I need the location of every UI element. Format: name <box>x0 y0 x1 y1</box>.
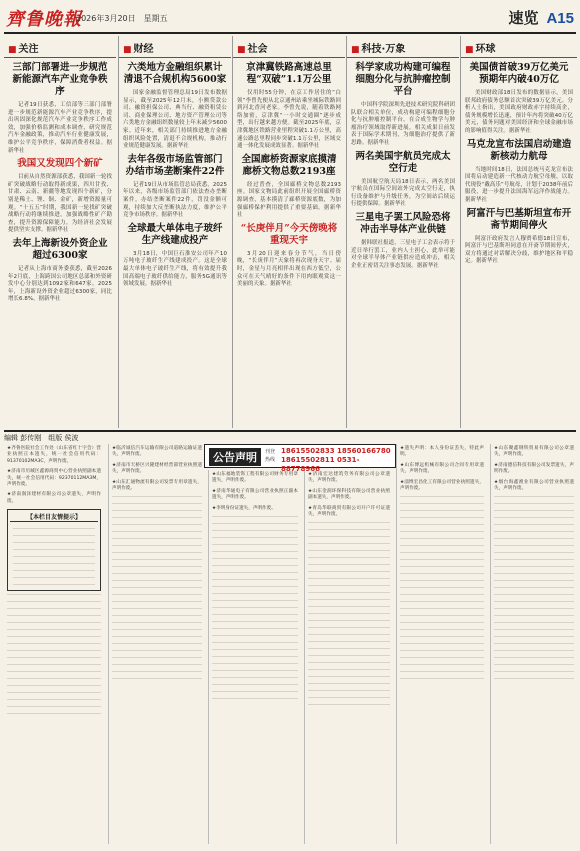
article-headline: 科学家成功构建可编程细胞分化与抗肿瘤控制平台 <box>355 62 451 97</box>
article-body: 据韩联社报道，三星电子工会表示将于近日举行罢工，业内人士担心，此举可能对全球半导体产业链供应造成冲击，相关企业正密切关注事态发展。据新华社 <box>351 239 455 269</box>
column-heading-text: 环球 <box>475 44 496 55</box>
section-divider <box>4 430 576 432</box>
article <box>465 62 573 136</box>
classified-notice: ★李明身份证遗失，声明作废。 <box>212 505 276 511</box>
article-body: 3月20日迎来春分节气，当日傍晚，“长庚伴月”天象将再次现身天宇。届时，金星与月亮相伴出现在西方低空，公众可在天气晴好的条件下用肉眼观赏这一美丽的天象。据新华社 <box>237 250 341 288</box>
article-headline: 阿富汗与巴基斯坦宣布开斋节期间停火 <box>466 207 572 231</box>
classified-notice: ★山东福地装饰工程有限公司财务专用章遗失，声明作废。 <box>212 472 298 484</box>
article <box>237 154 341 220</box>
column-heading <box>4 36 116 58</box>
masthead <box>4 2 576 34</box>
classified-notice: ★淄博宏昌化工有限公司营业执照遗失，声明作废。 <box>400 479 484 492</box>
article-body: 当地时间18日，法国总统马克龙宣布法国将启动建造新一代核动力航空母舰，以取代现役“戴高乐”号航母，计划于2038年前后服役，进一步提升法国海军远洋作战能力。据新华社 <box>465 166 573 203</box>
news-column-2 <box>118 36 231 428</box>
news-column-5 <box>460 36 577 428</box>
article-headline: 三星电子罢工风险恐将冲击半导体产业供链 <box>355 211 451 235</box>
classified-notice: ★齐鲁医院社会工作处（山东省红十字会）营业执照正本遗失，统一社会信用代码：91370102MA3C，声明作废。 <box>7 446 101 464</box>
square-bullet-icon: ■ <box>8 45 17 55</box>
article-body: 记者从上海市商务委获悉，截至2026年2月底，上海跨国公司地区总部和外资研发中心分别达到1092家和647家。2025年，上海新设外资企业超过6300家，同比增长6.8%。据新华社 <box>8 265 112 303</box>
ad-column-6 <box>490 444 577 844</box>
square-bullet-icon: ■ <box>465 45 474 55</box>
ad-text-block <box>112 619 202 679</box>
ad-text-block <box>308 645 390 705</box>
ad-text-block <box>7 594 101 714</box>
phone-line-1: 18615502833 18560166780 <box>281 447 391 455</box>
article <box>8 238 112 304</box>
article <box>465 208 573 266</box>
classified-notice: ★遗失声明：本人身份证丢失，特此声明。 <box>400 446 484 458</box>
classified-notice: ★烟台海鑫渔业有限公司营业执照遗失，声明作废。 <box>494 479 574 492</box>
classified-notice: ★济南华通电子有限公司营业执照正副本遗失，声明作废。 <box>212 488 298 501</box>
ad-column-2 <box>108 444 205 844</box>
article <box>123 154 227 220</box>
section-title <box>508 7 574 28</box>
notice-label: 刊登热线 <box>265 449 276 463</box>
ad-text-block <box>212 516 298 636</box>
article-body: 经过普查，全国廊桥文物总数2193座。国家文物局此前组织开展全国廊桥资源调查，基本摸清了廊桥资源底数，为加强廊桥保护利用提供了重要基础。据新华社 <box>237 181 341 219</box>
column-heading-text: 关注 <box>18 44 39 55</box>
classified-notice: ★山东金润环保科技有限公司营业执照副本遗失，声明作废。 <box>308 488 390 501</box>
article-body: 中国科学院深圳先进技术研究院科研团队联合相关单位，成功构建可编程细胞分化与抗肿瘤控制平台，在合成生物学与肿瘤治疗领域取得新进展，相关成果日前发表于国际学术期刊，为细胞治疗提供了新思路。据新华社 <box>351 102 455 146</box>
news-column-1 <box>4 36 116 428</box>
article-headline: 三部门部署进一步规范新能源汽车产业竞争秩序 <box>12 62 108 97</box>
ad-column-3 <box>208 470 301 844</box>
classified-notice: ★济南市天桥区兴隆建材经营部营业执照遗失，声明作废。 <box>112 462 202 475</box>
article-headline: 我国又发现四个新矿 <box>17 158 103 170</box>
column-heading-text: 财经 <box>133 44 154 55</box>
article <box>237 62 341 151</box>
article-body: 阿富汗政府发言人穆贾希德18日宣布，阿富汗与巴基斯坦同意在开斋节期间停火，双方将通过对话解决分歧，维护地区和平稳定。据新华社 <box>465 235 573 265</box>
article <box>8 158 112 235</box>
article-headline: 全球最大单体电子玻纤生产线建成投产 <box>127 222 223 246</box>
notice-banner <box>204 444 396 473</box>
column-heading-text: 社会 <box>247 44 268 55</box>
article <box>8 62 112 155</box>
column-heading <box>233 36 345 58</box>
notice-phones <box>281 447 395 474</box>
article-body: 目前从自然资源部获悉，我国新一轮找矿突破战略行动取得新成果，四川甘孜、甘肃、云南、新疆等地发现四个新矿，分别是稀土、锂、铜、金矿，新增资源量可观。“十五五”时期，我国新一轮找矿突破战略行动将继续推进，加强战略性矿产勘查，提升资源保障能力，为经济社会发展提供坚实支撑。据新华社 <box>8 174 112 234</box>
ad-text-block <box>308 522 390 642</box>
editor-credit: 编辑 彭传刚 组版 侯波 <box>4 434 79 442</box>
column-heading <box>119 36 231 58</box>
ad-text-block <box>400 619 484 679</box>
ad-text-block <box>494 496 574 616</box>
friend-tip-title: 【本栏目友情提示】 <box>10 512 98 522</box>
article-headline: 全国廊桥资源家底摸清廊桥文物总数2193座 <box>241 153 337 177</box>
ad-column-1 <box>4 444 104 844</box>
classified-notice: ★山东博远机械有限公司合同专用章遗失，声明作废。 <box>400 462 484 475</box>
friend-tip-text <box>13 525 95 585</box>
classified-notice: ★临沂诚信汽车运输有限公司道路运输证遗失，声明作废。 <box>112 446 202 458</box>
friend-tip-box <box>7 509 101 591</box>
ad-text-block <box>112 496 202 616</box>
article-body: 记者19日获悉，工信部等三部门部署进一步规范新能源汽车产业竞争秩序，提出巩固深化规范汽车产业竞争秩序工作成效，加强价格监测和成本调查，研究规范汽车金融政策，推动汽车行业健康发展，维护公平竞争秩序，保障消费者权益。据新华社 <box>8 102 112 154</box>
column-heading-text: 科技·万象 <box>361 44 406 55</box>
page-number: A15 <box>546 10 574 27</box>
article <box>465 139 573 205</box>
article-headline: 去年各级市场监管部门办结市场垄断案件22件 <box>125 153 225 177</box>
article-headline: 六类地方金融组织累计清退不合规机构5600家 <box>123 62 227 85</box>
phone-line-2: 18615502811 0531-88778966 <box>281 456 360 473</box>
article <box>351 62 455 148</box>
classified-notice: ★济南德信科技有限公司发票遗失，声明作废。 <box>494 462 574 475</box>
ad-text-block <box>400 496 484 616</box>
dateline: 2026年3月20日 星期五 <box>76 14 168 23</box>
classified-notice: ★青岛华联商贸有限公司开户许可证遗失，声明作废。 <box>308 505 390 518</box>
article-headline: 美国债首破39万亿美元预期年内破40万亿 <box>469 62 569 85</box>
ad-column-4 <box>304 470 393 844</box>
square-bullet-icon: ■ <box>123 45 132 55</box>
article-body: 仅用时55分钟，在京工作居住的“白领”李曾先便从北京通州站乘坐城际铁路回到河北香河老家。李曾先说，随着铁路网络加密，京津冀“一小时交通圈”逐步成型，出行越来越方便。截至2025年底，京津冀地区铁路营业里程突破1.1万公里，高速公路总里程同步突破1.1万公里，区域交通一体化发展成效显著。据新华社 <box>237 90 341 150</box>
article <box>237 223 341 289</box>
section-name: 速览 <box>508 9 539 27</box>
article-body: 国家金融监督管理总局19日发布数据显示，截至2025年12月末，小额贷款公司、融资担保公司、典当行、融资租赁公司、商业保理公司、地方资产管理公司等六类地方金融组织数量较上年末减少5600家。近年来，相关部门持续推进地方金融组织风险处置，清退不合规机构，推动行业规范健康发展。据新华社 <box>123 90 227 150</box>
classified-notice: ★济南润泽建材有限公司公章遗失，声明作废。 <box>7 492 101 504</box>
square-bullet-icon: ■ <box>237 45 246 55</box>
classified-notice: ★山东聚鑫钢铁贸易有限公司公章遗失，声明作废。 <box>494 446 574 458</box>
article <box>123 62 227 151</box>
article-body: 美国航空航天局18日表示，两名美国宇航员在国际空间站外完成太空行走，执行设备维护与升级任务，为空间站后续运行提供保障。据新华社 <box>351 178 455 208</box>
classified-notice: ★山东汇通物流有限公司发票专用章遗失，声明作废。 <box>112 479 202 492</box>
article-body: 3月18日，中国巨石淮安公司年产10万吨电子玻纤生产线建成投产。这是全球最大单体电子玻纤生产线，将有效提升我国高端电子玻纤供给能力，服务5G通讯等领域发展。据新华社 <box>123 250 227 288</box>
ad-text-block <box>494 619 574 679</box>
article <box>351 151 455 209</box>
article-headline: “长庚伴月”今天傍晚将重现天宇 <box>240 222 338 246</box>
classified-ads <box>4 444 576 844</box>
article-body: 美国财政部18日发布的数据显示，美国联邦政府债务总额首次突破39万亿美元。分析人士指出，美国政府财政赤字持续高企，债务规模增长迅速，预计年内将突破40万亿美元，债务问题对美国经济和全球金融市场的影响值得关注。据新华社 <box>465 90 573 134</box>
ad-text-block <box>212 639 298 699</box>
news-column-4 <box>346 36 459 428</box>
article-headline: 马克龙宣布法国启动建造新核动力航母 <box>466 138 572 162</box>
article-headline: 去年上海新设外资企业超过6300家 <box>12 237 108 261</box>
newspaper-logo: 齊鲁晚報 <box>6 9 82 30</box>
column-heading <box>461 36 577 58</box>
classified-notice: ★济南宏达建筑劳务有限公司公章遗失，声明作废。 <box>308 472 390 484</box>
news-column-3 <box>232 36 345 428</box>
article <box>123 223 227 289</box>
article-headline: 两名美国宇航员完成太空行走 <box>355 150 451 174</box>
square-bullet-icon: ■ <box>351 45 360 55</box>
notice-title: 公告声明 <box>209 448 261 466</box>
column-heading <box>347 36 459 58</box>
article-body: 记者19日从市场监管总局获悉，2025年以来，各级市场监管部门依法查办垄断案件，办结垄断案件22件，罚没金额可观，持续加大反垄断执法力度，维护公平竞争市场秩序。据新华社 <box>123 181 227 219</box>
article <box>351 212 455 270</box>
article-headline: 京津冀铁路高速总里程“双破”1.1万公里 <box>246 62 332 85</box>
classified-notice: ★济南市历城区鑫源商贸中心营业执照副本遗失，统一社会信用代码：92370112MA3M，声明作废。 <box>7 469 101 488</box>
ad-column-5 <box>396 444 487 844</box>
